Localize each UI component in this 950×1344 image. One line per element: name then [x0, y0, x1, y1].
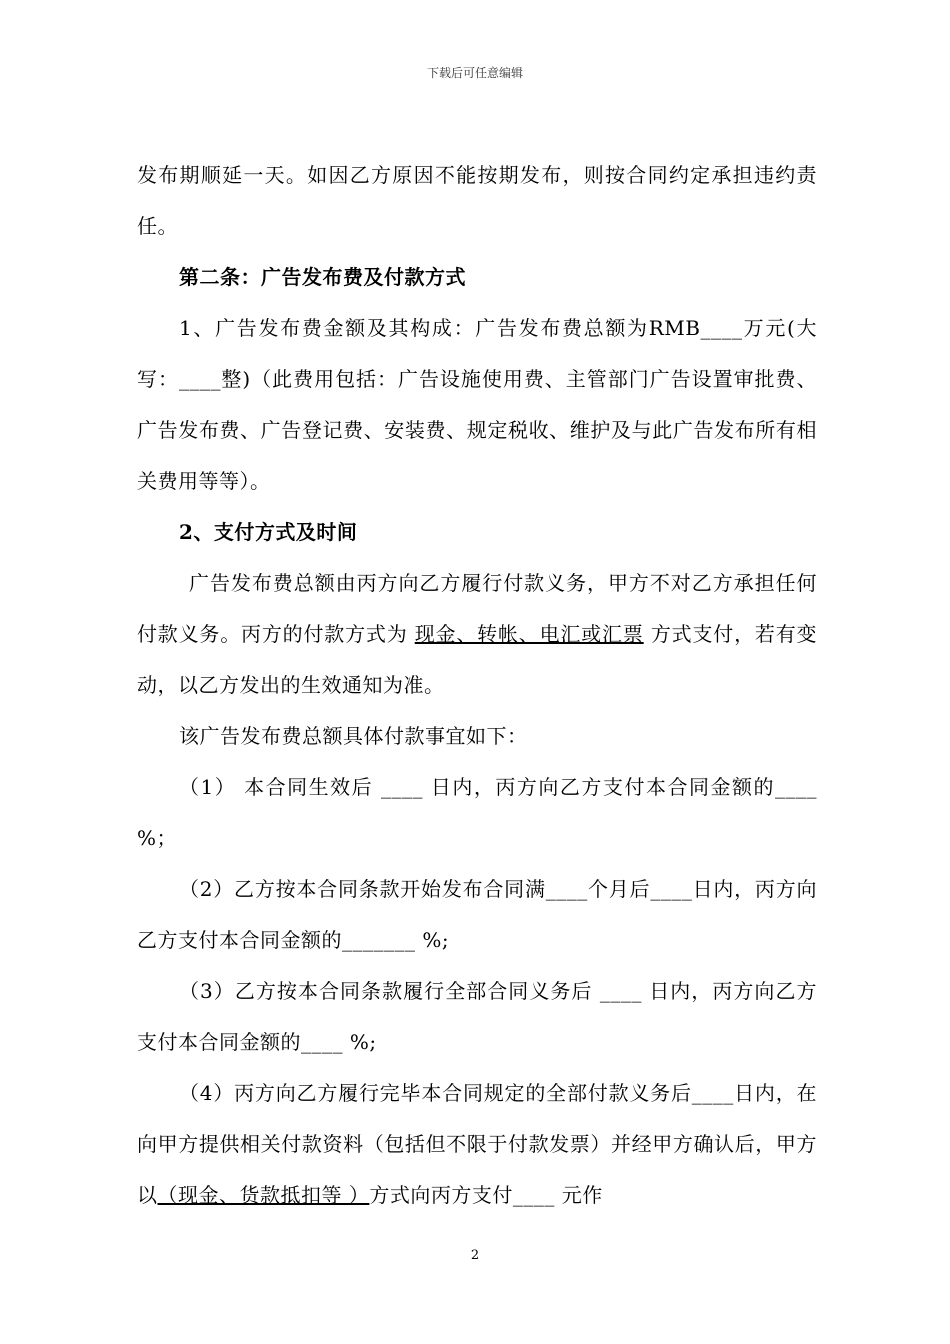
paragraph-continuation: 发布期顺延一天。如因乙方原因不能按期发布，则按合同约定承担违约责任。 [137, 163, 817, 238]
page-number: 2 [470, 1248, 480, 1263]
paragraph-fee-amount: 1、广告发布费金额及其构成：广告发布费总额为RMB____万元(大写：____整)（此费用包括：广告设施使用费、主管部门广告设置审批费、广告发布费、广告登记费、安装费、规定税收、维护及与此广告发布所有相关费用等等）。 [137, 316, 817, 493]
paragraph-payment-intro: 该广告发布费总额具体付款事宜如下： [179, 724, 528, 748]
payment-item-2: （2）乙方按本合同条款开始发布合同满____个月后____日内，丙方向乙方支付本合同金额的_______ %; [137, 877, 817, 952]
payment-item-4-underlined: （现金、货款抵扣等 ） [157, 1183, 370, 1207]
payment-item-4-text-after: 方式向丙方支付____ 元作 [369, 1183, 603, 1207]
payment-item-4 [137, 1068, 817, 1221]
header-note: 下载后可任意编辑 [426, 66, 523, 80]
payment-method-text-after: 方式支付，若有变动，以乙方发出的生效通知为准。 [137, 622, 818, 697]
document-body [137, 150, 817, 1221]
payment-item-4-text-before: （4）丙方向乙方履行完毕本合同规定的全部付款义务后____日内，在向甲方提供相关付款资料（包括但不限于付款发票）并经甲方确认后，甲方以 [137, 1081, 817, 1207]
payment-method-text-before: 广告发布费总额由丙方向乙方履行付款义务，甲方不对乙方承担任何付款义务。丙方的付款方式为 [137, 571, 817, 646]
paragraph-payment-method [137, 558, 817, 711]
section-heading-article-2: 第二条：广告发布费及付款方式 [179, 265, 466, 289]
payment-method-underlined: 现金、转帐、电汇或汇票 [414, 622, 644, 646]
payment-item-3: （3）乙方按本合同条款履行全部合同义务后 ____ 日内，丙方向乙方支付本合同金额的____ %; [137, 979, 817, 1054]
payment-item-1: （1） 本合同生效后 ____ 日内，丙方向乙方支付本合同金额的____ %； [137, 775, 817, 850]
section-heading-payment: 2、支付方式及时间 [179, 520, 358, 544]
